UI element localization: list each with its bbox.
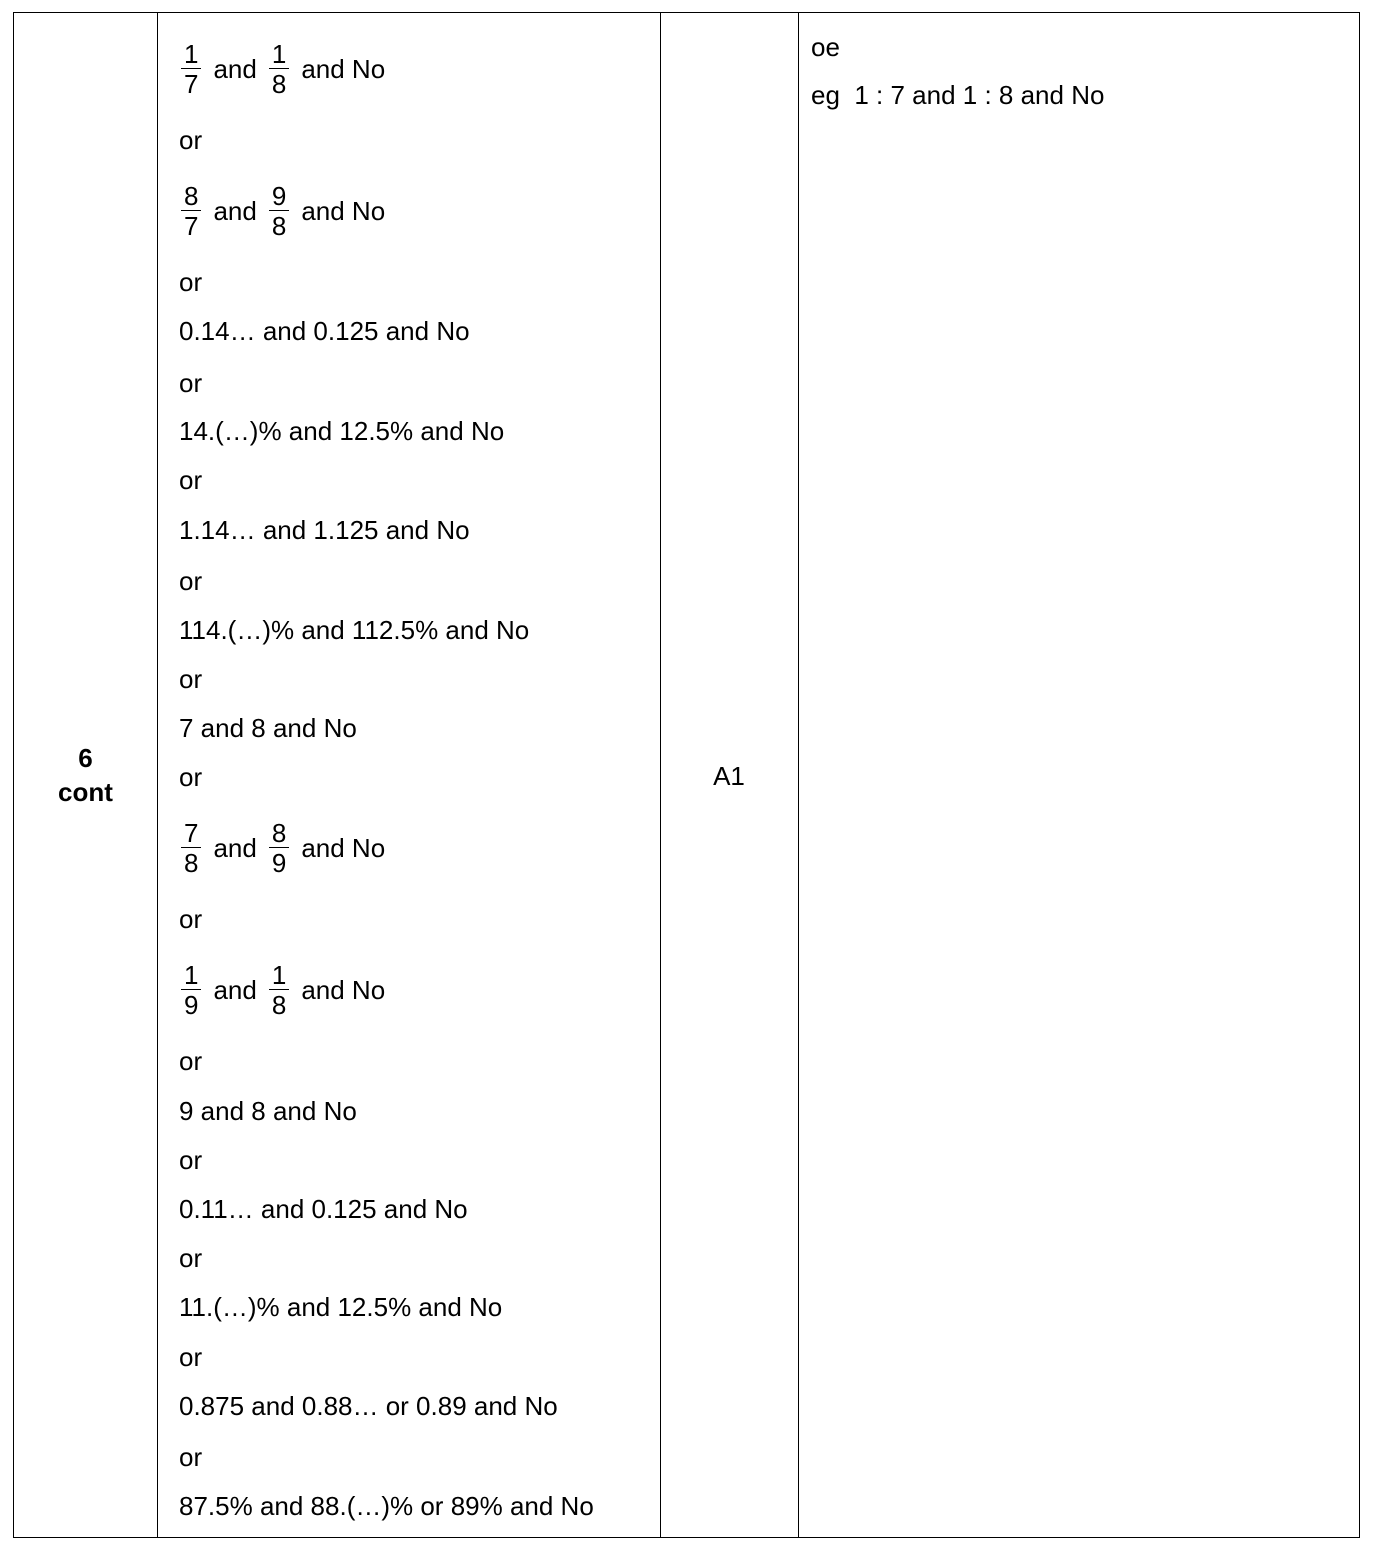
answer-text: 1.14… and 1.125 and No	[179, 515, 470, 545]
comment-line: eg 1 : 7 and 1 : 8 and No	[811, 80, 1105, 110]
denominator: 7	[184, 210, 199, 241]
answer-text: 114.(…)% and 112.5% and No	[179, 615, 530, 645]
column-divider	[798, 13, 799, 1537]
answer-fraction-line	[179, 813, 395, 883]
denominator: 8	[271, 68, 287, 99]
or-text: or	[179, 904, 203, 934]
numerator: 1	[269, 40, 289, 69]
fraction	[269, 819, 289, 878]
answer-text: 0.14… and 0.125 and No	[179, 316, 470, 346]
fraction	[181, 819, 201, 878]
or-text: or	[179, 1342, 203, 1372]
answer-text: 7 and 8 and No	[179, 713, 357, 743]
answer-fraction-line	[179, 34, 395, 104]
denominator: 8	[271, 989, 287, 1020]
fraction	[181, 182, 201, 241]
comments-cell	[811, 31, 1104, 127]
connector-text: and No	[301, 54, 386, 84]
denominator: 9	[184, 989, 199, 1020]
mark-cell: A1	[713, 761, 745, 791]
question-number: 6	[78, 743, 93, 773]
answer-text: 87.5% and 88.(…)% or 89% and No	[179, 1491, 594, 1521]
or-text: or	[179, 1442, 203, 1472]
connector-text: and No	[301, 196, 386, 226]
denominator: 9	[271, 847, 287, 878]
or-text: or	[179, 762, 203, 792]
connector-text: and	[213, 54, 257, 84]
or-text: or	[179, 566, 203, 596]
answer-fraction-line	[179, 176, 395, 246]
answer-text: 0.11… and 0.125 and No	[179, 1194, 468, 1224]
numerator: 8	[269, 819, 289, 848]
or-text: or	[179, 1046, 203, 1076]
column-divider	[157, 13, 158, 1537]
question-suffix: cont	[58, 777, 113, 807]
numerator: 1	[181, 40, 201, 69]
mark-scheme-table	[13, 12, 1360, 1538]
fraction	[269, 182, 289, 241]
connector-text: and	[213, 975, 257, 1005]
or-text: or	[179, 1145, 203, 1175]
connector-text: and	[213, 833, 257, 863]
answer-text: 0.875 and 0.88… or 0.89 and No	[179, 1391, 558, 1421]
or-text: or	[179, 125, 203, 155]
or-text: or	[179, 465, 203, 495]
numerator: 9	[269, 182, 289, 211]
or-text: or	[179, 368, 203, 398]
answer-text: 14.(…)% and 12.5% and No	[179, 416, 505, 446]
numerator: 7	[181, 819, 201, 848]
fraction	[269, 961, 289, 1020]
answer-text: 9 and 8 and No	[179, 1096, 357, 1126]
fraction	[181, 40, 201, 99]
connector-text: and No	[301, 833, 386, 863]
connector-text: and	[213, 196, 257, 226]
answer-text: 11.(…)% and 12.5% and No	[179, 1292, 503, 1322]
question-number-cell	[14, 741, 157, 809]
fraction	[269, 40, 289, 99]
numerator: 1	[269, 961, 289, 990]
fraction	[181, 961, 201, 1020]
denominator: 7	[184, 68, 199, 99]
or-text: or	[179, 1243, 203, 1273]
connector-text: and No	[301, 975, 386, 1005]
comment-line: oe	[811, 32, 840, 62]
numerator: 1	[181, 961, 201, 990]
numerator: 8	[181, 182, 201, 211]
denominator: 8	[184, 847, 199, 878]
denominator: 8	[271, 210, 287, 241]
or-text: or	[179, 664, 203, 694]
answer-fraction-line	[179, 955, 395, 1025]
or-text: or	[179, 267, 203, 297]
